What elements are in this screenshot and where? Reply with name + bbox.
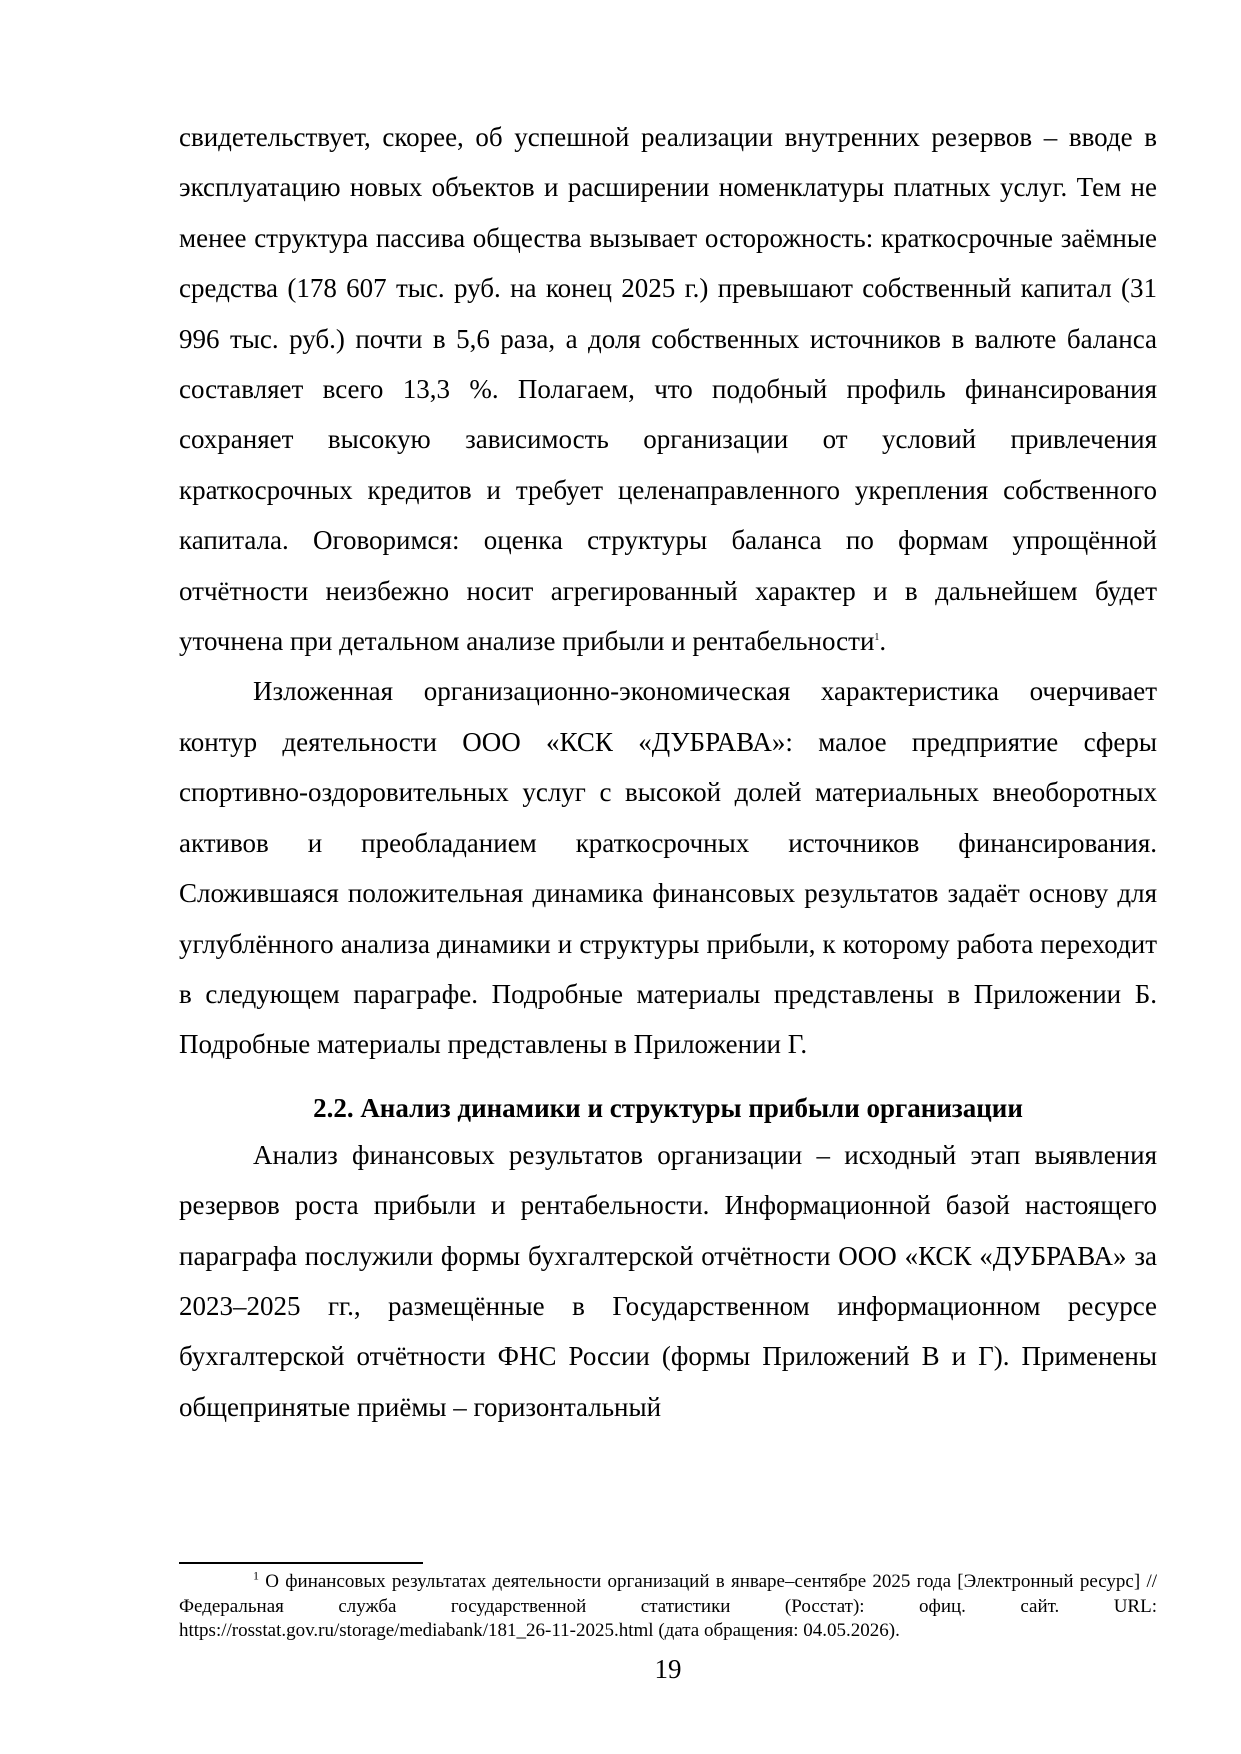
- section-heading: 2.2. Анализ динамики и структуры прибыли организации: [313, 1092, 1023, 1123]
- paragraph-3: Анализ финансовых результатов организации – исходный этап выявления резервов роста прибыли и рентабельности. Информационной базой настоящего параграфа послужили формы бухгалтерской отчётности ООО «КСК «ДУБРАВА» за 2023–2025 гг., размещённые в Государственном информационном ресурсе бухгалтерской отчётности ФНС России (формы Приложений В и Г). Применены общепринятые приёмы – горизонтальный: [179, 1139, 1157, 1422]
- paragraph-2: Изложенная организационно-экономическая характеристика очерчивает контур деятельности ООО «КСК «ДУБРАВА»: малое предприятие сферы спортивно-оздоровительных услуг с высокой долей материальных внеоборотных активов и преобладанием краткосрочных источников финансирования. Сложившаяся положительная динамика финансовых результатов задаёт основу для углублённого анализа динамики и структуры прибыли, к которому работа переходит в следующем параграфе. Подробные материалы представлены в Приложении Б. Подробные материалы представлены в Приложении Г.: [179, 676, 1157, 1060]
- paragraph-1: [179, 112, 1157, 666]
- page-body: [179, 112, 1157, 1432]
- paragraph-1-end: .: [879, 626, 887, 657]
- page-number: 19: [654, 1654, 682, 1684]
- paragraph-1-text: свидетельствует, скорее, об успешной реализации внутренних резервов – вводе в эксплуатацию новых объектов и расширении номенклатуры платных услуг. Тем не менее структура пассива общества вызывает осторожность: краткосрочные заёмные средства (178 607 тыс. руб. на конец 2025 г.) превышают собственный капитал (31 996 тыс. руб.) почти в 5,6 раза, а доля собственных источников в валюте баланса составляет всего 13,3 %. Полагаем, что подобный профиль финансирования сохраняет высокую зависимость организации от условий привлечения краткосрочных кредитов и требует целенаправленного укрепления собственного капитала. Оговоримся: оценка структуры баланса по формам упрощённой отчётности неизбежно носит агрегированный характер и в дальнейшем будет уточнена при детальном анализе прибыли и рентабельности: [179, 122, 1157, 657]
- footnote: [179, 1570, 1157, 1644]
- footnote-text: О финансовых результатах деятельности организаций в январе–сентябре 2025 года [Электронный ресурс] // Федеральная служба государственной статистики (Росстат): офиц. сайт. URL: https://rosstat.gov.ru/storage/mediabank/181_26-11-2025.html (дата обращения: 04.05.2026).: [179, 1571, 1157, 1641]
- footnote-separator: [179, 1562, 423, 1564]
- footnote-mark: 1: [253, 1568, 259, 1583]
- footnote-reference[interactable]: 1: [874, 632, 880, 644]
